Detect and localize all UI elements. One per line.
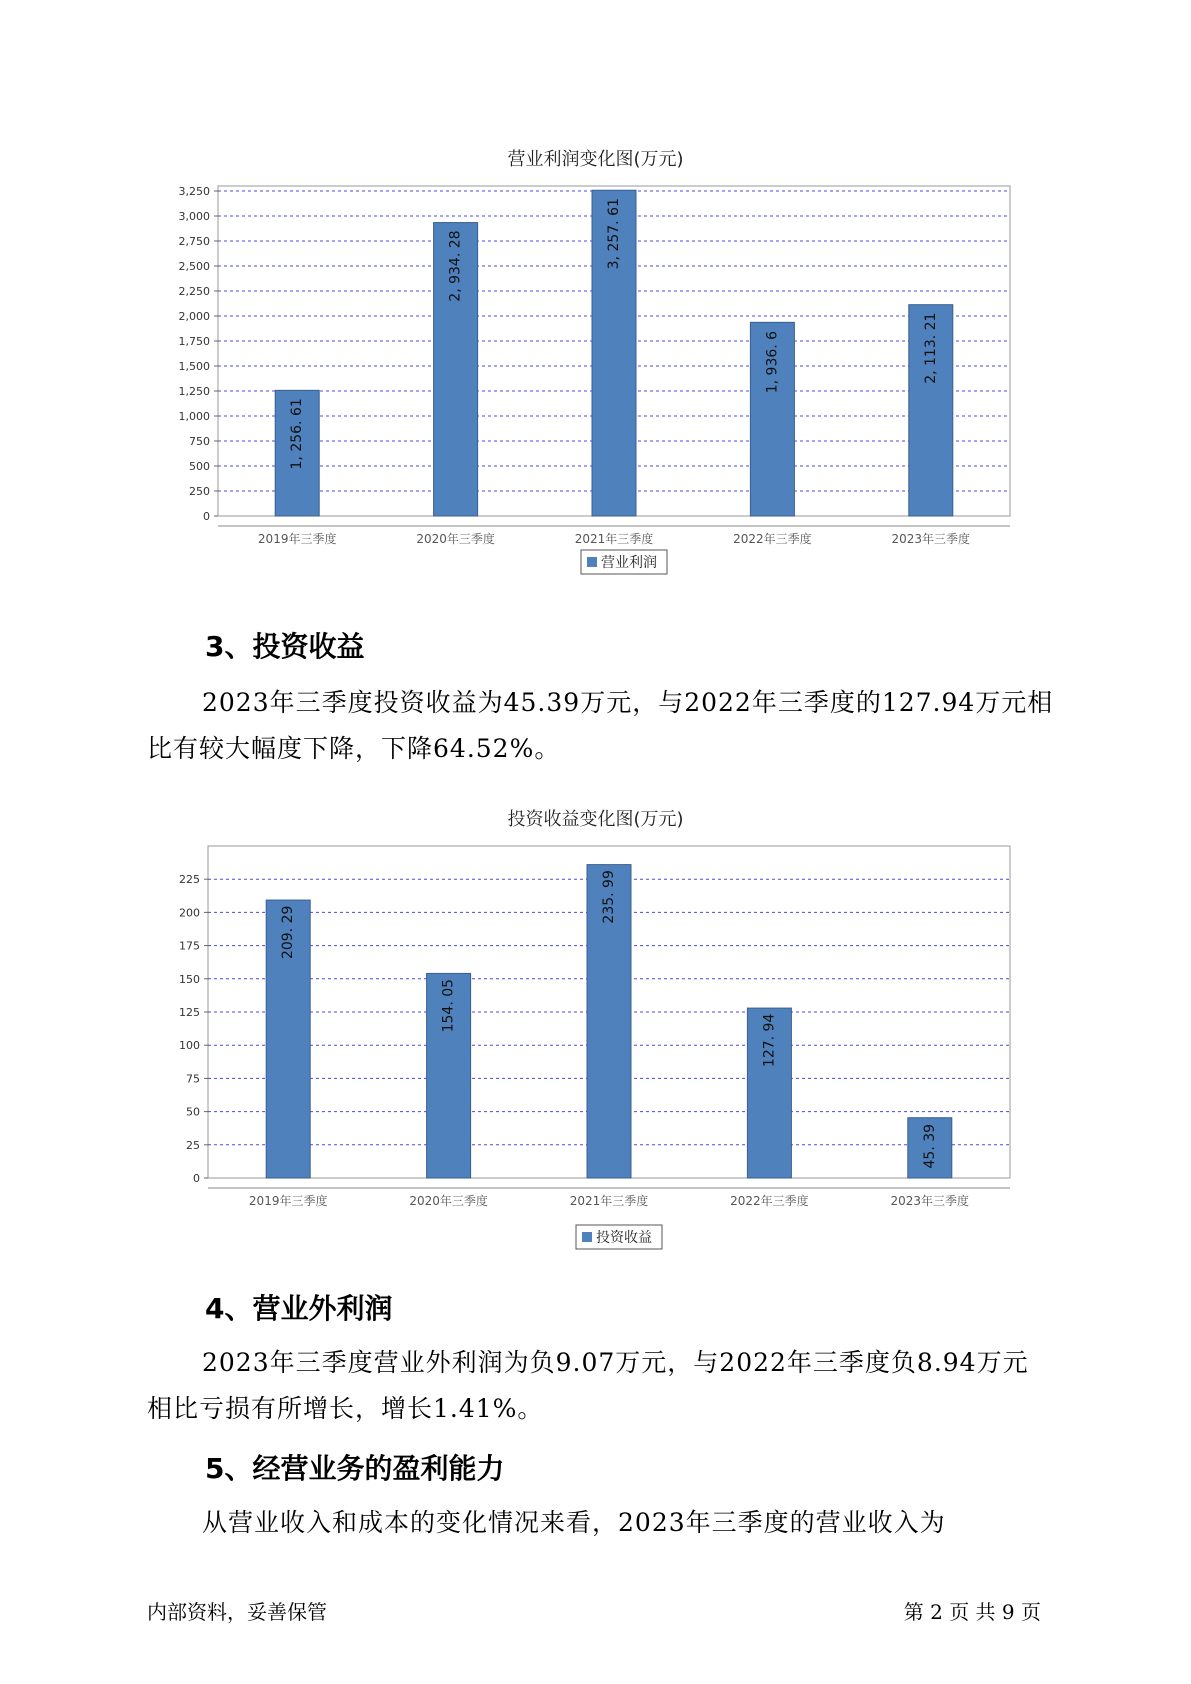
y-tick-label: 2,750	[178, 235, 210, 248]
paragraph-nonoperating	[147, 1340, 1067, 1432]
legend-swatch	[587, 557, 597, 567]
data-label: 209. 29	[280, 905, 297, 960]
data-label: 3, 257. 61	[606, 198, 622, 270]
paragraph-investment-line2: 比有较大幅度下降，下降64.52%。	[147, 734, 561, 763]
y-tick-label: 200	[179, 906, 200, 920]
paragraph-nonoperating-line2: 相比亏损有所增长，增长1.41%。	[147, 1394, 544, 1423]
x-tick-label: 2021年三季度	[574, 532, 654, 546]
x-tick-label: 2022年三季度	[730, 1194, 809, 1208]
y-tick-label: 0	[193, 1172, 200, 1185]
x-tick-label: 2021年三季度	[569, 1194, 649, 1208]
y-tick-label: 25	[186, 1138, 200, 1152]
data-label: 235. 99	[601, 870, 617, 924]
operating-profit-chart	[0, 170, 1191, 590]
y-tick-label: 150	[179, 972, 200, 986]
x-tick-label: 2020年三季度	[416, 532, 495, 546]
x-tick-label: 2023年三季度	[890, 1194, 970, 1208]
section-heading-investment: 3、投资收益	[205, 630, 365, 663]
legend-swatch	[582, 1232, 592, 1242]
x-tick-label: 2022年三季度	[733, 532, 812, 546]
paragraph-investment	[147, 680, 1067, 772]
chart1-title: 营业利润变化图(万元)	[507, 149, 684, 170]
data-label: 2, 113. 21	[922, 312, 939, 384]
x-tick-label: 2023年三季度	[891, 532, 971, 546]
paragraph-nonoperating-line1: 2023年三季度营业外利润为负9.07万元，与2022年三季度负8.94万元	[202, 1348, 1029, 1377]
x-tick-label: 2019年三季度	[257, 532, 337, 546]
y-tick-label: 250	[189, 485, 210, 498]
y-tick-label: 750	[189, 435, 210, 448]
section-heading-profitability: 5、经营业务的盈利能力	[205, 1452, 505, 1485]
y-tick-label: 3,250	[178, 185, 210, 198]
y-tick-label: 50	[186, 1105, 200, 1119]
data-label: 45. 39	[921, 1123, 938, 1169]
y-tick-label: 2,500	[178, 260, 210, 273]
data-label: 127. 94	[761, 1013, 778, 1068]
paragraph-investment-line1: 2023年三季度投资收益为45.39万元，与2022年三季度的127.94万元相	[202, 688, 1054, 717]
footer-page-number: 第 2 页 共 9 页	[903, 1600, 1041, 1624]
section-heading-nonoperating: 4、营业外利润	[205, 1292, 393, 1325]
x-tick-label: 2019年三季度	[248, 1194, 328, 1208]
y-tick-label: 0	[203, 510, 210, 523]
paragraph-profitability-line1: 从营业收入和成本的变化情况来看，2023年三季度的营业收入为	[202, 1508, 946, 1537]
x-tick-label: 2020年三季度	[409, 1194, 488, 1208]
data-label: 1, 936. 6	[764, 330, 781, 394]
y-tick-label: 1,000	[178, 410, 210, 423]
y-tick-label: 1,750	[178, 335, 210, 348]
y-tick-label: 75	[186, 1072, 200, 1086]
chart2-title: 投资收益变化图(万元)	[507, 809, 684, 830]
y-tick-label: 3,000	[178, 210, 210, 223]
y-tick-label: 500	[189, 460, 210, 473]
y-tick-label: 1,250	[178, 385, 210, 398]
investment-income-chart	[0, 830, 1191, 1250]
y-tick-label: 2,000	[178, 310, 210, 323]
y-tick-label: 100	[179, 1039, 200, 1053]
y-tick-label: 125	[179, 1006, 200, 1019]
data-label: 154. 05	[440, 978, 457, 1033]
data-label: 1, 256. 61	[289, 398, 306, 470]
y-tick-label: 175	[179, 939, 200, 953]
footer-confidential-note: 内部资料，妥善保管	[147, 1600, 327, 1624]
y-tick-label: 2,250	[178, 285, 210, 298]
data-label: 2, 934. 28	[447, 230, 464, 302]
y-tick-label: 225	[179, 873, 200, 887]
legend-label: 投资收益	[596, 1230, 652, 1246]
paragraph-profitability	[147, 1500, 1067, 1546]
y-tick-label: 1,500	[178, 360, 210, 373]
legend-label: 营业利润	[601, 555, 657, 571]
